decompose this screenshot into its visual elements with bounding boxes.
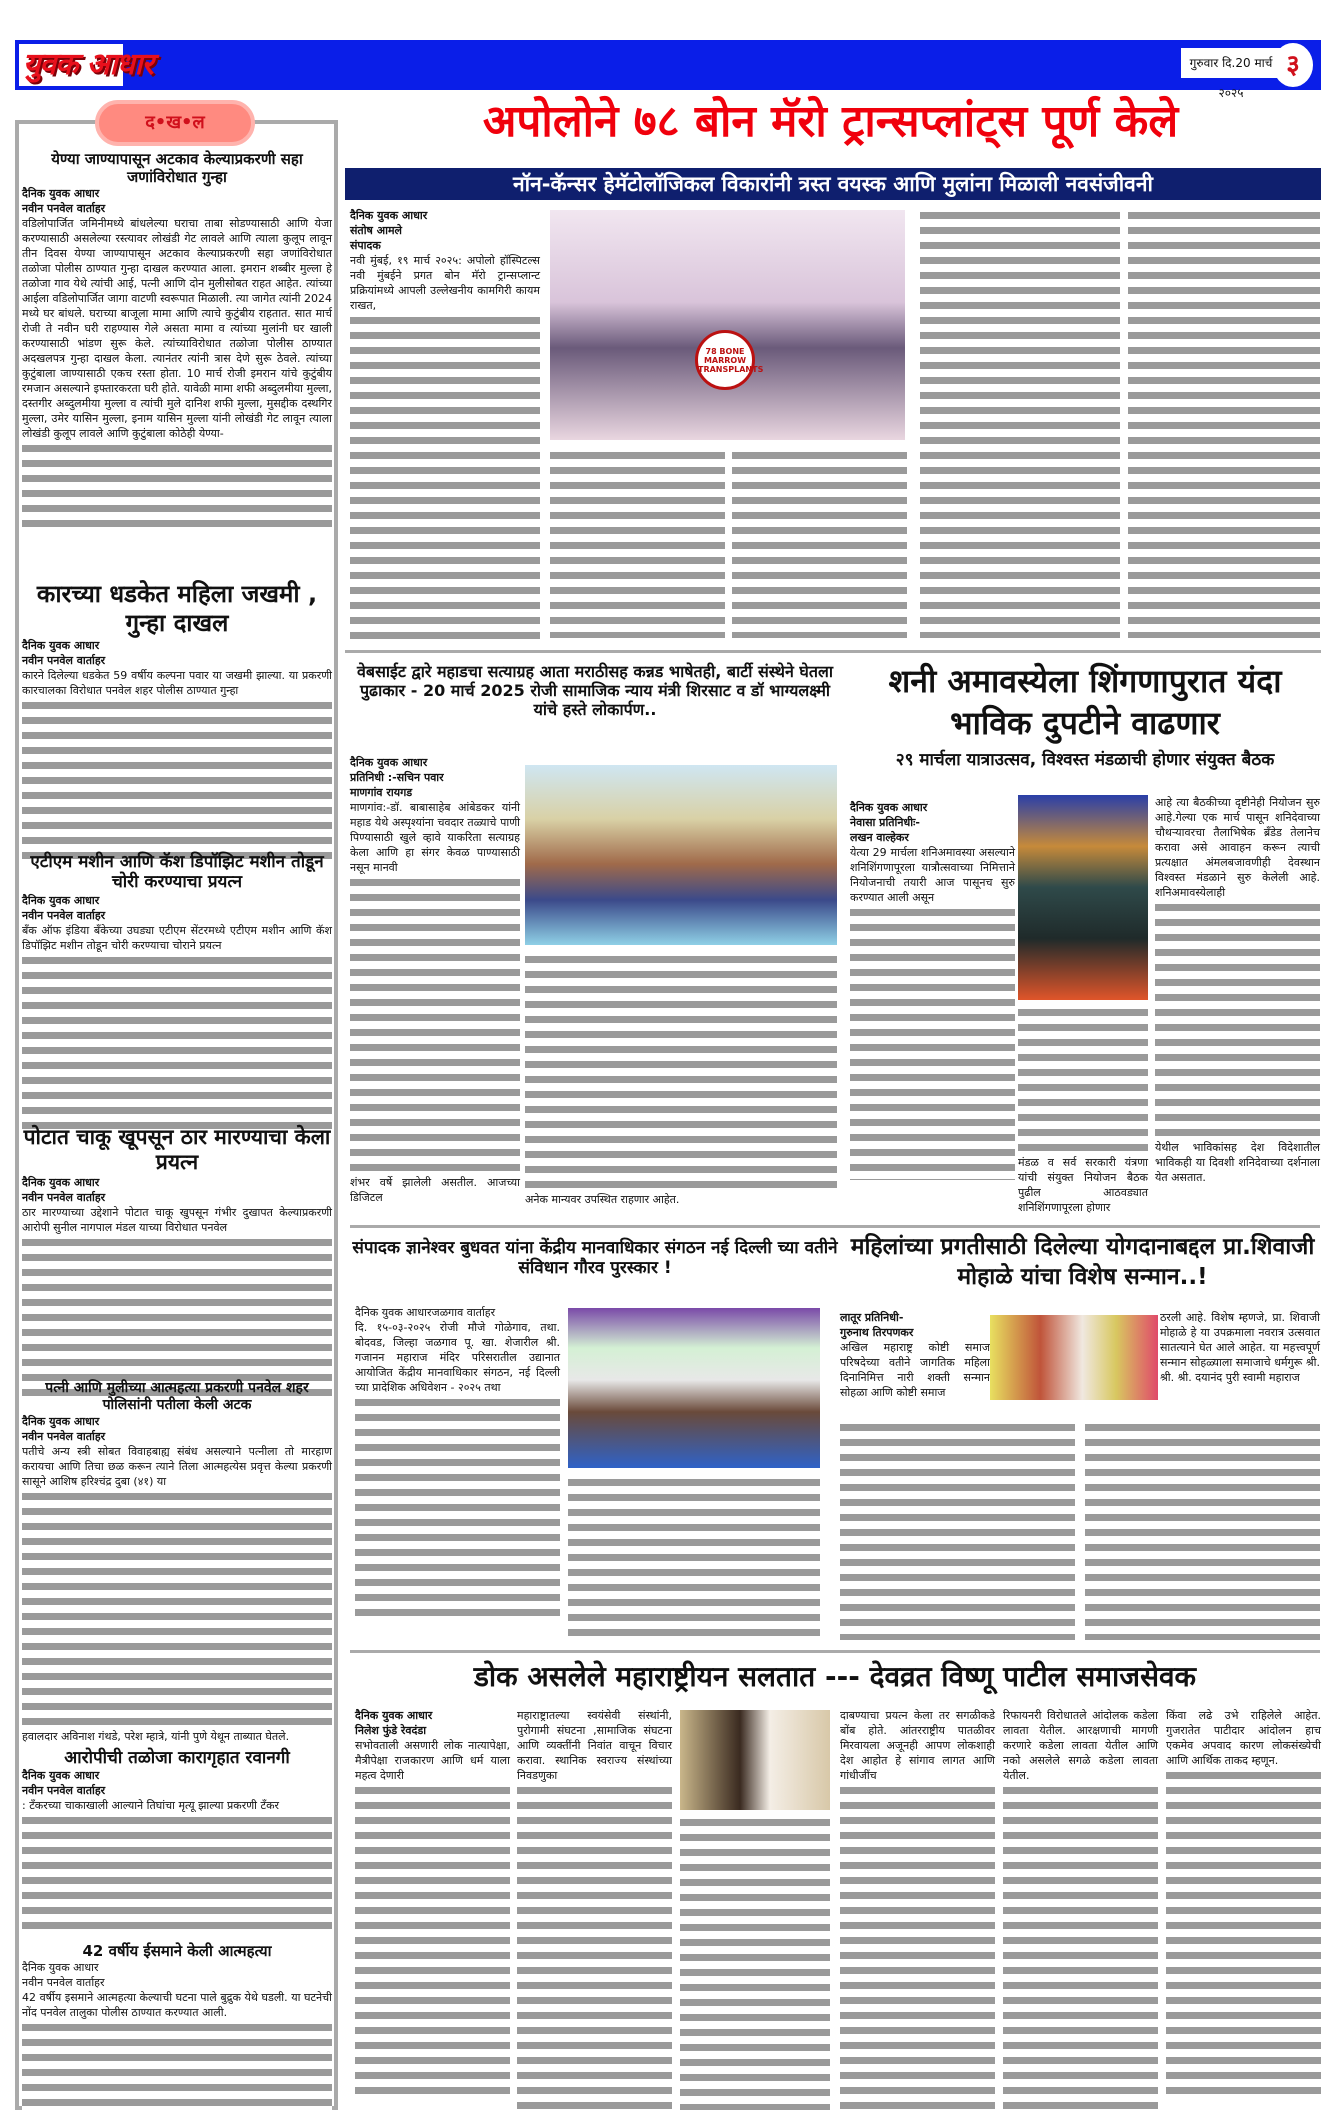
mohale-article-col-3 [840, 1420, 1075, 1640]
article-body: दाबण्याचा प्रयत्न केला तर सगळीकडे बोंब होते. आंतरराष्ट्रीय पातळीवर मिरवायला अजूनही आपण लोकशाही देश आहोत हे सांगाव लागत आणि गांधीजींच [840, 1709, 995, 1782]
article-body: माणगांव:-डॉ. बाबासाहेब आंबेडकर यांनी महाड येथे अस्पृश्यांना चवदार तळ्याचे पाणी पिण्यासाठी खुले व्हावे याकरिता सत्याग्रह केला आणि हा संगर केवळ पाण्यासाठी नसून मानवी [350, 801, 520, 874]
article-body-continued [22, 1489, 332, 1729]
lead-article-col-4 [920, 208, 1120, 638]
headline: येण्या जाण्यापासून अटकाव केल्याप्रकरणी सहा जणांविरोधात गुन्हा [51, 150, 303, 186]
shani-subheadline: २९ मार्चला यात्राउत्सव, विश्वस्त मंडळाची होणार संयुक्त बैठक [895, 750, 1275, 770]
article-body: बँक ऑफ इंडिया बँकेच्या उघड्या एटीएम सेंटरमध्ये एटीएम मशीन आणि कॅश डिपॉझिट मशीन तोडून चोरी करण्याचा चोराने प्रयत्न [22, 923, 332, 952]
newspaper-logo: युवक आधार [19, 44, 119, 86]
left-article-6 [22, 1748, 332, 1933]
masthead [15, 40, 1321, 100]
dok-article-col-4 [840, 1708, 995, 2113]
article-body-continued [22, 953, 332, 1133]
article-body-end: येथील भाविकांसह देश विदेशातील भाविकही या दिवशी शनिदेवाच्या दर्शनाला येत असतात. [1155, 1141, 1320, 1184]
left-article-3 [22, 852, 332, 1133]
mahad-article-col-2 [525, 952, 837, 1207]
byline: दैनिक युवक आधार [22, 638, 100, 652]
byline: दैनिक युवक आधार [350, 209, 428, 222]
lead-article-col-3 [732, 448, 907, 638]
divider [345, 650, 1321, 653]
article-body-continued [1166, 1768, 1321, 2098]
headline: आरोपीची तळोजा कारागृहात रवानगी [64, 1748, 290, 1768]
byline: नवीन पनवेल वार्ताहर [22, 1976, 105, 1989]
byline: दैनिक युवक आधारजळगाव वार्ताहर [355, 1306, 496, 1319]
article-body-continued [850, 905, 1015, 1180]
left-article-4 [22, 1125, 332, 1400]
article-body: येत्या 29 मार्चला शनिअमावस्या असल्याने शनिशिंगणापूरला यात्रौत्सवाच्या निमित्ताने नियोजनाची तयारी आज पासूनच सुरु करण्यात आली असून [850, 846, 1015, 904]
article-body-continued [355, 1783, 510, 2098]
byline: संतोष आमले [350, 224, 403, 237]
byline: दैनिक युवक आधार [350, 756, 428, 769]
byline: दैनिक युवक आधार [22, 1414, 100, 1428]
byline: दैनिक युवक आधार [22, 1769, 100, 1783]
mohale-article-col-1 [840, 1310, 990, 1400]
article-body: कारने दिलेल्या धडकेत 59 वर्षीय कल्पना पवार या जखमी झाल्या. या प्रकरणी कारचालका विरोधात पनवेल शहर पोलीस ठाण्यात गुन्हा [22, 668, 332, 697]
mohale-headline: महिलांच्या प्रगतीसाठी दिलेल्या योगदानाबद्दल प्रा.शिवाजी मोहाळे यांचा विशेष सन्मान..! [850, 1234, 1315, 1290]
byline: नवीन पनवेल वार्ताहर [22, 653, 106, 667]
article-body-continued [22, 1235, 332, 1400]
byline: दैनिक युवक आधार [22, 1961, 99, 1974]
article-body-continued [350, 875, 520, 1175]
award-ceremony-photo [568, 1308, 820, 1468]
headline: पोटात चाकू खूपसून ठार मारण्याचा केला प्रयत्न [23, 1125, 331, 1175]
byline: नवीन पनवेल वार्ताहर [22, 908, 106, 922]
article-body-continued [840, 1783, 995, 2113]
devvrat-patil-photo [680, 1710, 830, 1810]
article-body: पतीचे अन्य स्त्री सोबत विवाहबाह्य संबंध असल्याने पत्नीला तो मारहाण करायचा आणि तिचा छळ करून त्याने तिला आत्महत्येस प्रवृत्त केल्या प्रकरणी सासूने आशिष हरिश्चंद्र दुबा (४१) या [22, 1444, 332, 1488]
article-body-continued [22, 1813, 332, 1933]
left-article-7 [22, 1942, 332, 2110]
byline: प्रतिनिधी :-सचिन पवार [350, 771, 444, 784]
byline: गुरुनाथ तिरपणकर [840, 1326, 914, 1339]
dok-article-col-3 [680, 1815, 830, 2110]
bmt-banner: 78 BONE MARROW TRANSPLANTS [695, 330, 755, 390]
divider [350, 1225, 1320, 1228]
byline: नेवासा प्रतिनिधीः- [850, 816, 920, 829]
shani-article-col-3 [1018, 1005, 1148, 1215]
byline: नवीन पनवेल वार्ताहर [22, 1191, 106, 1205]
article-body: 42 वर्षीय इसमाने आत्महत्या केल्याची घटना पाले बुद्रुक येथे घडली. या घटनेची नोंद पनवेल तालुका पोलीस ठाण्यात करण्यात आली. [22, 1991, 332, 2019]
mahad-article-col-1 [350, 755, 520, 1205]
article-body: आहे त्या बैठकीच्या दृष्टीनेही नियोजन सुरु आहे.गेल्या एक मार्च पासून शनिदेवाच्या चौथऱ्यावरचा तैलाभिषेक ब्रँडेड तेलानेच करावा असे आवाहन करून त्याची प्रत्यक्षात अंमलबजावणीही देवस्थान विश्वस्त मंडळाने सुरु केलेली आहे. शनिअमावस्येलाही [1155, 796, 1320, 899]
lead-article-col-1 [350, 208, 540, 643]
article-body-continued [517, 1783, 672, 2113]
article-body: किंवा लढे उभे राहिलेले आहेत. गुजरातेत पाटीदार आंदोलन हाच एकमेव अपवाद कारण लोकसंख्येची आणि आर्थिक ताकद म्हणून. [1166, 1709, 1321, 1767]
divider [350, 1650, 1320, 1653]
article-body-end: हवालदार अविनाश गंथडे, परेश म्हात्रे, यांनी पुणे येथून ताब्यात घेतले. [22, 1729, 290, 1743]
left-article-5 [22, 1380, 332, 1744]
shani-article-col-2 [1155, 795, 1320, 1185]
article-body: : टँकरच्या चाकाखाली आल्याने तिघांचा मृत्यू झाल्या प्रकरणी टँकर [22, 1799, 280, 1813]
issue-date: गुरुवार दि.20 मार्च २०२५ [1181, 48, 1281, 78]
article-body: दि. १५-०३-२०२५ रोजी मौजे गोळेगाव, तथा. बोदवड, जिल्हा जळगाव पू. खा. शेजारील श्री. गजानन महाराज मंदिर परिसरातील उद्यानात आयोजित केंद्रीय मानवाधिकार संगठन, नई दिल्ली च्या प्रादेशिक अधिवेशन - २०२५ तथा [355, 1321, 560, 1394]
article-body: नवी मुंबई, १९ मार्च २०२५: अपोलो हॉस्पिटल्स नवी मुंबईने प्रगत बोन मॅरो ट्रान्सप्लान्ट प्रक्रियांमध्ये आपली उल्लेखनीय कामगिरी कायम राखत, [350, 254, 540, 312]
mohale-article-col-2 [1160, 1310, 1320, 1385]
budhvat-article-col-2 [568, 1475, 820, 1640]
byline: संपादक [350, 239, 381, 252]
dakhal-section-logo: द•ख•ल [95, 100, 255, 146]
felicitation-photo [990, 1315, 1158, 1400]
dok-article-col-5 [1003, 1708, 1158, 2113]
article-body-end: मंडळ व सर्व सरकारी यंत्रणा यांची संयुक्त नियोजन बैठक पुढील आठवड्यात शनिशिंगणापूरला होणार [1018, 1156, 1148, 1214]
dok-headline: डोक असलेले महाराष्ट्रीयन सलतात --- देवव्रत विष्णू पाटील समाजसेवक [473, 1660, 1197, 1693]
headline: 42 वर्षीय ईसमाने केली आत्महत्या [82, 1942, 272, 1960]
page-number: ३ [1273, 43, 1313, 87]
byline: नवीन पनवेल वार्ताहर [22, 1784, 106, 1798]
headline: पत्नी आणि मुलीच्या आत्महत्या प्रकरणी पनवेल शहर पोलिसांनी पतीला केली अटक [45, 1380, 309, 1413]
byline: दैनिक युवक आधार [22, 187, 100, 200]
apollo-event-photo [550, 210, 905, 440]
mohale-article-col-4 [1085, 1420, 1320, 1640]
headline: कारच्या धडकेत महिला जखमी , गुन्हा दाखल [36, 580, 318, 637]
byline: लखन वाल्हेकर [850, 831, 909, 844]
left-article-1 [22, 150, 332, 531]
left-article-2 [22, 580, 332, 863]
article-body: सभोवताली असणारी लोक नात्यापेक्षा, मैत्रीपेक्षा राजकारण आणि धर्म याला महत्व देणारी [355, 1739, 510, 1782]
byline: लातूर प्रतिनिधी- [840, 1311, 904, 1324]
byline: माणगांव रायगड [350, 786, 413, 799]
shani-headline: शनी अमावस्येला शिंगणापुरात यंदा भाविक दुपटीने वाढणार [888, 662, 1282, 742]
article-body: रिफायनरी विरोधातले आंदोलक कडेला लावता येतील. आरक्षणाची मागणी करणारे कडेला लावता येतील आणि नको असलेले सगळे कडेला लावता येतील. [1003, 1709, 1158, 1782]
byline: दैनिक युवक आधार [22, 893, 100, 907]
mahad-satyagraha-painting [525, 765, 837, 945]
article-body: वडिलोपार्जित जमिनीमध्ये बांधलेल्या घराचा ताबा सोडण्यासाठी आणि येजा करण्यासाठी असलेल्या रस्त्यावर लोखंडी गेट लावले आणि त्याला कुलूप लावून तीन दिवस येण्या जाण्यापासून अटकाव केल्याप्रकरणी सहा जणांविरोधात तळोजा पोलीस ठाण्यात गुन्हा दाखल करण्यात आला. इमरान शब्बीर मुल्ला हे तळोजा गाव येथे त्यांची आई, पत्नी आणि दोन मुलीसोबत राहत आहेत. त्यांच्या आईला वडिलोपार्जित जागा वाटणी स्वरूपात मिळाली. त्या जागेत त्यांनी 2024 मध्ये घर बांधले. घराच्या बाजूला मामा आणि त्याचे कुटुंबीय राहतात. सात मार्च रोजी ते नवीन घरी राहण्यास गेले असता मामा व त्यांच्या मुलांनी घर खाली करण्यासाठी भांडण सुरू केले. त्यांच्याविरोधात तळोजा पोलीस ठाण्यात अदखलपत्र गुन्हा दाखल केला. त्यानंतर त्यांनी त्रास देणे सुरू ठेवले. त्यांच्या कुटुंबाला जाण्यासाठी एकच रस्ता होता. 10 मार्च रोजी इमरान यांचे कुटुंबीय रमजान असल्याने इफ्तारकरता घरी होते. यावेळी मामा शफी अब्दुलमीया मुल्ला, दस्तगीर अब्दुलमीया मुल्ला व त्यांची मुले दानिश शफी मुल्ला, मुसद्दीक दस्थगिर मुल्ला, उमेर यासिन मुल्ला, इनाम यासिन मुल्ला यांनी लोखंडी गेट लावून त्याला लोखंडी कुलूप लावले आणि कुटुंबाला कोठेही येण्या- [22, 217, 332, 440]
byline: नवीन पनवेल वार्ताहर [22, 1429, 106, 1443]
article-body-continued [22, 2020, 332, 2110]
lead-article-col-5 [1128, 208, 1320, 638]
lead-article-col-2 [550, 448, 725, 638]
article-body-continued [22, 698, 332, 863]
article-body-continued [525, 952, 837, 1192]
article-body-continued [22, 441, 332, 531]
article-body: अखिल महाराष्ट्र कोष्टी समाज परिषदेच्या वतीने जागतिक महिला दिनानिमित्त नारी शक्ती सन्मान सोहळा आणि कोष्टी समाज [840, 1341, 990, 1399]
article-body: महाराष्ट्रातल्या स्वयंसेवी संस्थांनी, पुरोगामी संघटना ,सामाजिक संघटना आणि व्यक्तींनी निवांत वाचून विचार करावा. स्थानिक स्वराज्य संस्थांच्या निवडणुका [517, 1709, 672, 1782]
byline: निलेश फुंडे रेवदंडा [355, 1724, 427, 1737]
budhvat-article-col-1 [355, 1305, 560, 1620]
budhvat-headline: संपादक ज्ञानेश्वर बुधवत यांना केंद्रीय मानवाधिकार संगठन नई दिल्ली च्या वतीने संविधान गौरव पुरस्कार ! [352, 1238, 838, 1279]
lead-subheadline: नॉन-कॅन्सर हेमॅटोलॉजिकल विकारांनी त्रस्त वयस्क आणि मुलांना मिळाली नवसंजीवनी [345, 168, 1321, 200]
shani-article-col-1 [850, 800, 1015, 1180]
article-body-continued [1155, 900, 1320, 1140]
headline: एटीएम मशीन आणि कॅश डिपॉझिट मशीन तोडून चोरी करण्याचा प्रयत्न [30, 852, 324, 893]
dok-article-col-2 [517, 1708, 672, 2113]
article-body-continued [1018, 1005, 1148, 1155]
byline: दैनिक युवक आधार [355, 1709, 433, 1722]
article-body-end: शंभर वर्षे झालेली असतील. आजच्या डिजिटल [350, 1176, 520, 1204]
article-body: ठार मारण्याच्या उद्देशाने पोटात चाकू खुपसून गंभीर दुखापत केल्याप्रकरणी आरोपी सुनील नागपाल मंडल याच्या विरोधात पनवेल [22, 1206, 332, 1235]
lead-headline: अपोलोने ७८ बोन मॅरो ट्रान्सप्लांट्स पूर्ण केले [482, 96, 1179, 147]
byline: दैनिक युवक आधार [22, 1176, 100, 1190]
article-body-continued [1003, 1783, 1158, 2113]
mahad-headline: वेबसाईट द्वारे महाडचा सत्याग्रह आता मराठीसह कन्नड भाषेतही, बार्टी संस्थेने घेतला पुढाकार - 20 मार्च 2025 रोजी सामाजिक न्याय मंत्री शिरसाट व डॉ भाग्यलक्ष्मी यांचे हस्ते लोकार्पण.. [357, 662, 833, 720]
article-body-end: अनेक मान्यवर उपस्थित राहणार आहेत. [525, 1193, 680, 1206]
dok-article-col-6 [1166, 1708, 1321, 2098]
dok-article-col-1 [355, 1708, 510, 2098]
article-body-continued [350, 313, 540, 643]
article-body: ठरली आहे. विशेष म्हणजे, प्रा. शिवाजी मोहाळे हे या उपक्रमाला नवरात्र उत्सवात सातत्याने घेत आले आहेत. या महत्त्वपूर्ण सन्मान सोहळ्याला समाजाचे धर्मगुरू श्री. श्री. श्री. दयानंद पुरी स्वामी महाराज [1160, 1311, 1320, 1384]
shani-idol-photo [1018, 795, 1148, 1000]
byline: दैनिक युवक आधार [850, 801, 928, 814]
byline: नवीन पनवेल वार्ताहर [22, 202, 106, 215]
article-body-continued [355, 1395, 560, 1620]
